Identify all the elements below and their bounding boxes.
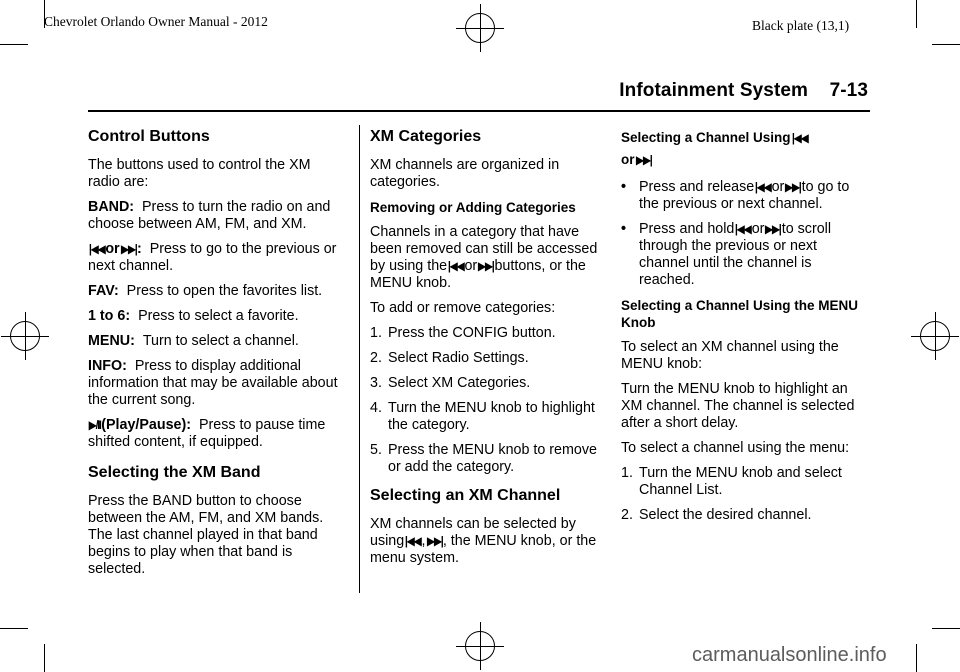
paragraph <box>370 516 610 567</box>
text: to go to the previous or next channel. <box>639 179 850 212</box>
list-text: Select XM Categories. <box>388 375 531 391</box>
column-2 <box>370 127 610 575</box>
crop-mark <box>932 628 960 629</box>
list-number: 3. <box>370 375 382 391</box>
paragraph: To select a channel using the menu: <box>621 440 850 456</box>
skip-back-icon: |◀◀ <box>735 222 751 236</box>
registration-mark <box>920 321 950 351</box>
term-or: or <box>105 241 120 257</box>
term-fav: FAV: <box>88 283 119 299</box>
text: to scroll through the previous or next channel until the channel is reached. <box>639 221 832 288</box>
play-pause-icon: ▶/II <box>88 418 101 432</box>
definition: Press to turn the radio on and choose between AM, FM, and XM. <box>88 199 331 232</box>
text: Press and release <box>639 179 755 195</box>
skip-forward-icon: ▶▶| <box>765 222 781 236</box>
definition: Turn to select a channel. <box>142 333 299 349</box>
paragraph <box>88 417 342 451</box>
definition: Press to display additional information that may be available about the current song. <box>88 358 338 408</box>
text: , the MENU knob, or the menu system. <box>370 533 597 566</box>
definition: Press to go to the previous or next channel. <box>88 241 337 274</box>
column-divider <box>359 125 360 593</box>
term-play-pause: (Play/Pause): <box>101 417 192 433</box>
list-item <box>370 442 610 476</box>
paragraph <box>88 333 342 350</box>
list-item <box>621 221 871 289</box>
text: Selecting a Channel Using <box>621 130 791 145</box>
definition: Press to pause time shifted content, if equipped. <box>88 417 326 450</box>
paragraph: To select an XM channel using the MENU knob: <box>621 339 839 372</box>
list-number: 1. <box>370 325 382 341</box>
list-number: 4. <box>370 400 382 416</box>
list-text: Turn the MENU knob and select Channel List. <box>639 465 842 498</box>
page-title <box>619 80 868 102</box>
crop-mark <box>916 644 917 672</box>
steps-list <box>370 325 610 476</box>
term-menu: MENU: <box>88 333 135 349</box>
list-item <box>370 325 610 342</box>
paragraph <box>88 241 342 275</box>
skip-back-icon: |◀◀ <box>405 534 421 548</box>
definition: Press to open the favorites list. <box>126 283 323 299</box>
bullet: • <box>621 221 627 237</box>
skip-back-icon: |◀◀ <box>447 259 464 273</box>
list-number: 5. <box>370 442 382 458</box>
skip-forward-icon: ▶▶| <box>426 534 442 548</box>
list-item <box>370 350 610 367</box>
paragraph: Press the BAND button to choose between the AM, FM, and XM bands. The last channel played in that band begins to play when that band is selected. <box>88 493 324 577</box>
heading-selecting-channel: Selecting an XM Channel <box>370 487 561 504</box>
watermark: carmanualsonline.info <box>692 644 887 666</box>
crop-mark <box>0 44 28 45</box>
list-item <box>621 507 871 524</box>
list-text: Select the desired channel. <box>639 507 812 523</box>
print-header-title: Chevrolet Orlando Owner Manual - 2012 <box>44 14 268 29</box>
skip-back-icon: |◀◀ <box>755 180 771 194</box>
list-text: Press the MENU knob to remove or add the category. <box>388 442 597 475</box>
paragraph: The buttons used to control the XM radio are: <box>88 157 311 190</box>
paragraph <box>88 358 342 409</box>
skip-forward-icon: ▶▶| <box>478 259 494 273</box>
heading-selecting-band: Selecting the XM Band <box>88 464 261 481</box>
skip-forward-icon: ▶▶| <box>120 242 137 256</box>
paragraph <box>370 224 610 292</box>
text: XM channels can be selected by using <box>370 516 576 549</box>
term-colon: : <box>136 241 142 257</box>
print-header-plate: Black plate (13,1) <box>752 18 850 33</box>
term-band: BAND: <box>88 199 135 215</box>
list-item <box>370 375 610 392</box>
definition: Press to select a favorite. <box>138 308 299 324</box>
column-3 <box>621 127 871 532</box>
text: buttons, or the MENU knob. <box>370 258 586 291</box>
list-item <box>370 400 610 434</box>
list-item <box>621 465 871 499</box>
page-number: 7-13 <box>829 80 868 101</box>
text: , <box>421 533 426 549</box>
column-1 <box>88 127 342 586</box>
skip-back-icon: |◀◀ <box>88 242 105 256</box>
skip-back-icon: |◀◀ <box>791 131 808 145</box>
list-item <box>621 179 871 213</box>
heading-control-buttons: Control Buttons <box>88 128 210 145</box>
list-text: Turn the MENU knob to highlight the category. <box>388 400 595 433</box>
bullet: • <box>621 179 627 195</box>
registration-mark <box>465 631 495 661</box>
paragraph <box>88 199 342 233</box>
skip-forward-icon: ▶▶| <box>785 180 801 194</box>
section-name: Infotainment System <box>619 80 809 101</box>
crop-mark <box>0 628 28 629</box>
list-number: 2. <box>621 507 633 523</box>
skip-forward-icon: ▶▶| <box>635 153 651 167</box>
term-1-to-6: 1 to 6: <box>88 308 131 324</box>
list-text: Press the CONFIG button. <box>388 325 556 341</box>
crop-mark <box>44 644 45 672</box>
crop-mark <box>916 0 917 28</box>
paragraph: XM channels are organized in categories. <box>370 157 560 190</box>
list-number: 1. <box>621 465 633 481</box>
registration-mark <box>465 13 495 43</box>
text: or <box>751 221 765 237</box>
paragraph: To add or remove categories: <box>370 300 556 316</box>
subheading-channel-using-skip <box>621 127 871 171</box>
heading-xm-categories: XM Categories <box>370 128 482 145</box>
paragraph <box>88 283 342 300</box>
text: Press and hold <box>639 221 735 237</box>
text: Channels in a category that have been removed can still be accessed by using the <box>370 224 598 274</box>
list-text: Select Radio Settings. <box>388 350 529 366</box>
paragraph <box>88 308 342 325</box>
header-rule <box>88 110 870 112</box>
term-info: INFO: <box>88 358 127 374</box>
subheading-removing-adding: Removing or Adding Categories <box>370 200 576 215</box>
registration-mark <box>10 321 40 351</box>
subheading-channel-using-knob: Selecting a Channel Using the MENU Knob <box>621 298 859 330</box>
crop-mark <box>932 44 960 45</box>
text: or <box>621 152 635 167</box>
paragraph: Turn the MENU knob to highlight an XM channel. The channel is selected after a short delay. <box>621 381 855 431</box>
list-number: 2. <box>370 350 382 366</box>
text: or <box>464 258 478 274</box>
text: or <box>771 179 785 195</box>
